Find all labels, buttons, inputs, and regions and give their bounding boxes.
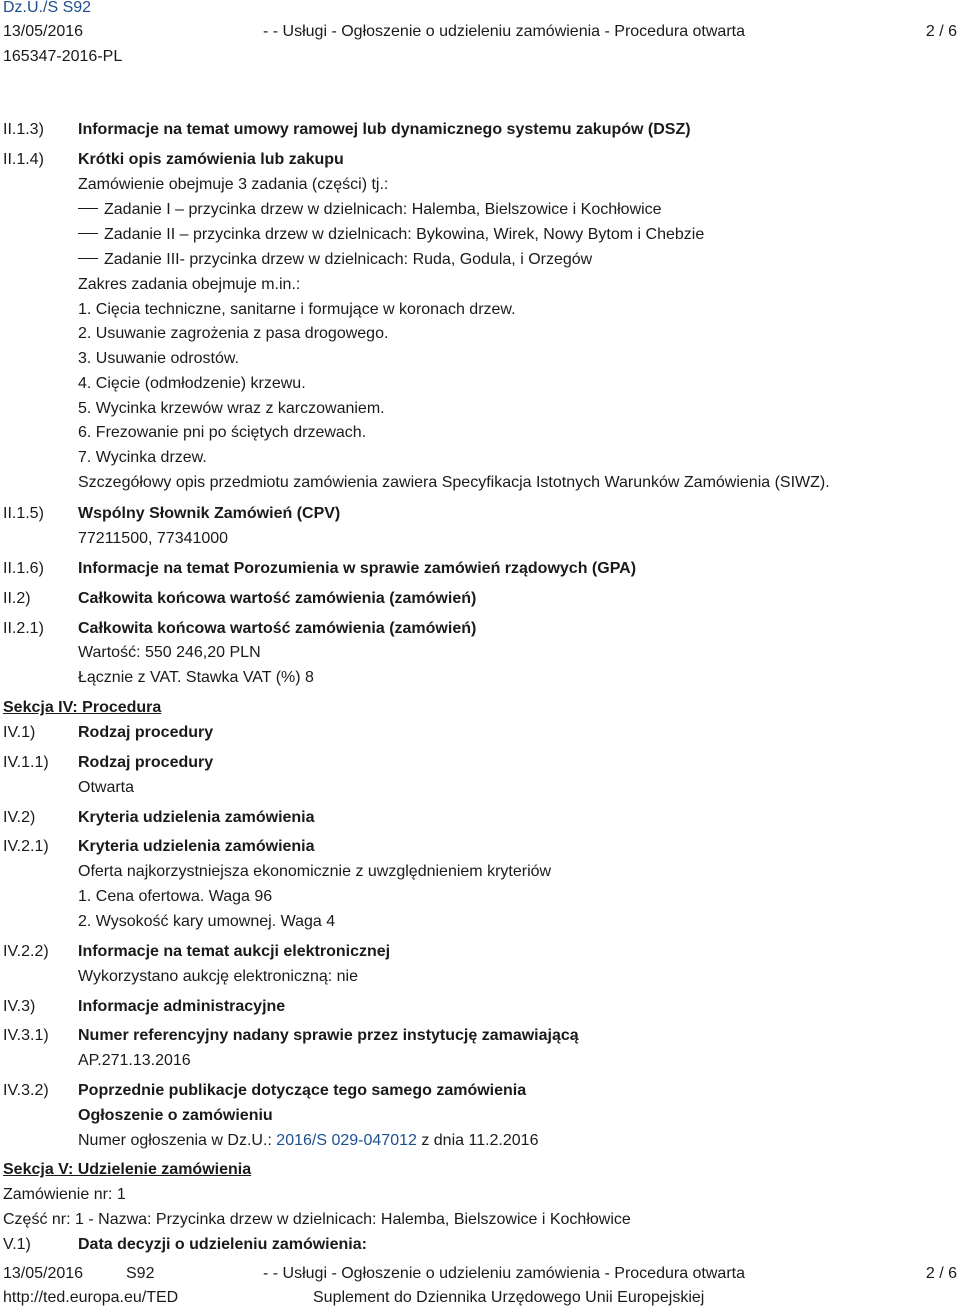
criteria-line: Oferta najkorzystniejsza ekonomicznie z uwzględnieniem kryteriów bbox=[78, 863, 552, 880]
task-item: Zadanie I – przycinka drzew w dzielnicach: Halemba, Bielszowice i Kochłowice bbox=[78, 198, 662, 223]
section-number: IV.3) bbox=[3, 998, 36, 1015]
section-heading: Numer referencyjny nadany sprawie przez instytucję zamawiającą bbox=[78, 1027, 579, 1044]
footer-url[interactable]: http://ted.europa.eu/TED bbox=[3, 1289, 179, 1306]
header-page-number: 2 / 6 bbox=[925, 23, 957, 40]
section-heading: Informacje na temat aukcji elektronicznej bbox=[78, 943, 391, 960]
section-number: II.1.3) bbox=[3, 121, 44, 138]
section-number: IV.1) bbox=[3, 724, 36, 741]
section-heading: Poprzednie publikacje dotyczące tego samego zamówienia bbox=[78, 1082, 527, 1099]
task-item: Zadanie II – przycinka drzew w dzielnicach: Bykowina, Wirek, Nowy Bytom i Chebzie bbox=[78, 223, 704, 248]
footer-series: S92 bbox=[126, 1265, 155, 1282]
section-heading: Całkowita końcowa wartość zamówienia (zamówień) bbox=[78, 620, 477, 637]
auction-info: Wykorzystano aukcję elektroniczną: nie bbox=[78, 968, 358, 985]
section-heading: Krótki opis zamówienia lub zakupu bbox=[78, 151, 344, 168]
reference-number: AP.271.13.2016 bbox=[78, 1052, 191, 1069]
section-title: Sekcja V: Udzielenie zamówienia bbox=[3, 1161, 252, 1178]
section-title: Sekcja IV: Procedura bbox=[3, 699, 162, 716]
section-number: II.1.4) bbox=[3, 151, 44, 168]
section-number: IV.3.1) bbox=[3, 1027, 49, 1044]
section-heading: Całkowita końcowa wartość zamówienia (zamówień) bbox=[78, 590, 477, 607]
section-number: IV.2.1) bbox=[3, 838, 49, 855]
criteria-line: 1. Cena ofertowa. Waga 96 bbox=[78, 888, 273, 905]
scope-item: 1. Cięcia techniczne, sanitarne i formujące w koronach drzew. bbox=[78, 301, 516, 318]
lot-info: Część nr: 1 - Nazwa: Przycinka drzew w dzielnicach: Halemba, Bielszowice i Kochłowice bbox=[3, 1211, 631, 1228]
description-line: Zakres zadania obejmuje m.in.: bbox=[78, 276, 301, 293]
section-number: II.2) bbox=[3, 590, 31, 607]
contract-value: Wartość: 550 246,20 PLN bbox=[78, 644, 261, 661]
footer-supplement: Suplement do Dziennika Urzędowego Unii Europejskiej bbox=[313, 1289, 705, 1306]
section-heading: Data decyzji o udzieleniu zamówienia: bbox=[78, 1236, 367, 1253]
footer-date: 13/05/2016 bbox=[3, 1265, 84, 1282]
publication-link[interactable]: 029-047012 bbox=[331, 1132, 417, 1149]
scope-item: 2. Usuwanie zagrożenia z pasa drogowego. bbox=[78, 325, 389, 342]
section-heading: Informacje na temat umowy ramowej lub dynamicznego systemu zakupów (DSZ) bbox=[78, 121, 691, 138]
task-item: Zadanie III- przycinka drzew w dzielnicach: Ruda, Godula, i Orzegów bbox=[78, 248, 592, 273]
criteria-line: 2. Wysokość kary umownej. Waga 4 bbox=[78, 913, 336, 930]
dash-icon bbox=[78, 258, 98, 259]
section-number: V.1) bbox=[3, 1236, 31, 1253]
section-heading: Kryteria udzielenia zamówienia bbox=[78, 809, 315, 826]
section-heading: Rodzaj procedury bbox=[78, 724, 214, 741]
dash-icon bbox=[78, 208, 98, 209]
header-journal: Dz.U./S S92 bbox=[3, 0, 92, 16]
cpv-codes: 77211500, 77341000 bbox=[78, 530, 229, 547]
procedure-type: Otwarta bbox=[78, 779, 135, 796]
section-number: IV.1.1) bbox=[3, 754, 49, 771]
header-document-id: 165347-2016-PL bbox=[3, 48, 123, 65]
scope-item: 5. Wycinka krzewów wraz z karczowaniem. bbox=[78, 400, 385, 417]
section-heading: Rodzaj procedury bbox=[78, 754, 214, 771]
publication-link[interactable]: 2016/S bbox=[276, 1132, 328, 1149]
section-heading: Informacje administracyjne bbox=[78, 998, 286, 1015]
section-number: IV.2.2) bbox=[3, 943, 49, 960]
scope-item: 4. Cięcie (odmłodzenie) krzewu. bbox=[78, 375, 306, 392]
scope-item: 7. Wycinka drzew. bbox=[78, 449, 207, 466]
scope-item: 3. Usuwanie odrostów. bbox=[78, 350, 239, 367]
description-line: Szczegółowy opis przedmiotu zamówienia zawiera Specyfikacja Istotnych Warunków Zamówienia (SIWZ). bbox=[78, 474, 830, 491]
section-heading: Kryteria udzielenia zamówienia bbox=[78, 838, 315, 855]
vat-info: Łącznie z VAT. Stawka VAT (%) 8 bbox=[78, 669, 314, 686]
dash-icon bbox=[78, 233, 98, 234]
section-number: II.2.1) bbox=[3, 620, 44, 637]
subsection-heading: Ogłoszenie o zamówieniu bbox=[78, 1107, 273, 1124]
scope-item: 6. Frezowanie pni po ściętych drzewach. bbox=[78, 424, 367, 441]
section-number: II.1.6) bbox=[3, 560, 44, 577]
contract-number: Zamówienie nr: 1 bbox=[3, 1186, 126, 1203]
section-heading: Wspólny Słownik Zamówień (CPV) bbox=[78, 505, 341, 522]
section-number: II.1.5) bbox=[3, 505, 44, 522]
footer-title: - - Usługi - Ogłoszenie o udzieleniu zamówienia - Procedura otwarta bbox=[263, 1265, 745, 1282]
footer-page-number: 2 / 6 bbox=[925, 1265, 957, 1282]
section-number: IV.3.2) bbox=[3, 1082, 49, 1099]
section-heading: Informacje na temat Porozumienia w sprawie zamówień rządowych (GPA) bbox=[78, 560, 637, 577]
section-number: IV.2) bbox=[3, 809, 36, 826]
header-title: - - Usługi - Ogłoszenie o udzieleniu zamówienia - Procedura otwarta bbox=[263, 23, 745, 40]
header-date: 13/05/2016 bbox=[3, 23, 84, 40]
publication-reference: Numer ogłoszenia w Dz.U.: 2016/S 029-047012 z dnia 11.2.2016 bbox=[78, 1132, 539, 1149]
description-line: Zamówienie obejmuje 3 zadania (części) tj.: bbox=[78, 176, 389, 193]
